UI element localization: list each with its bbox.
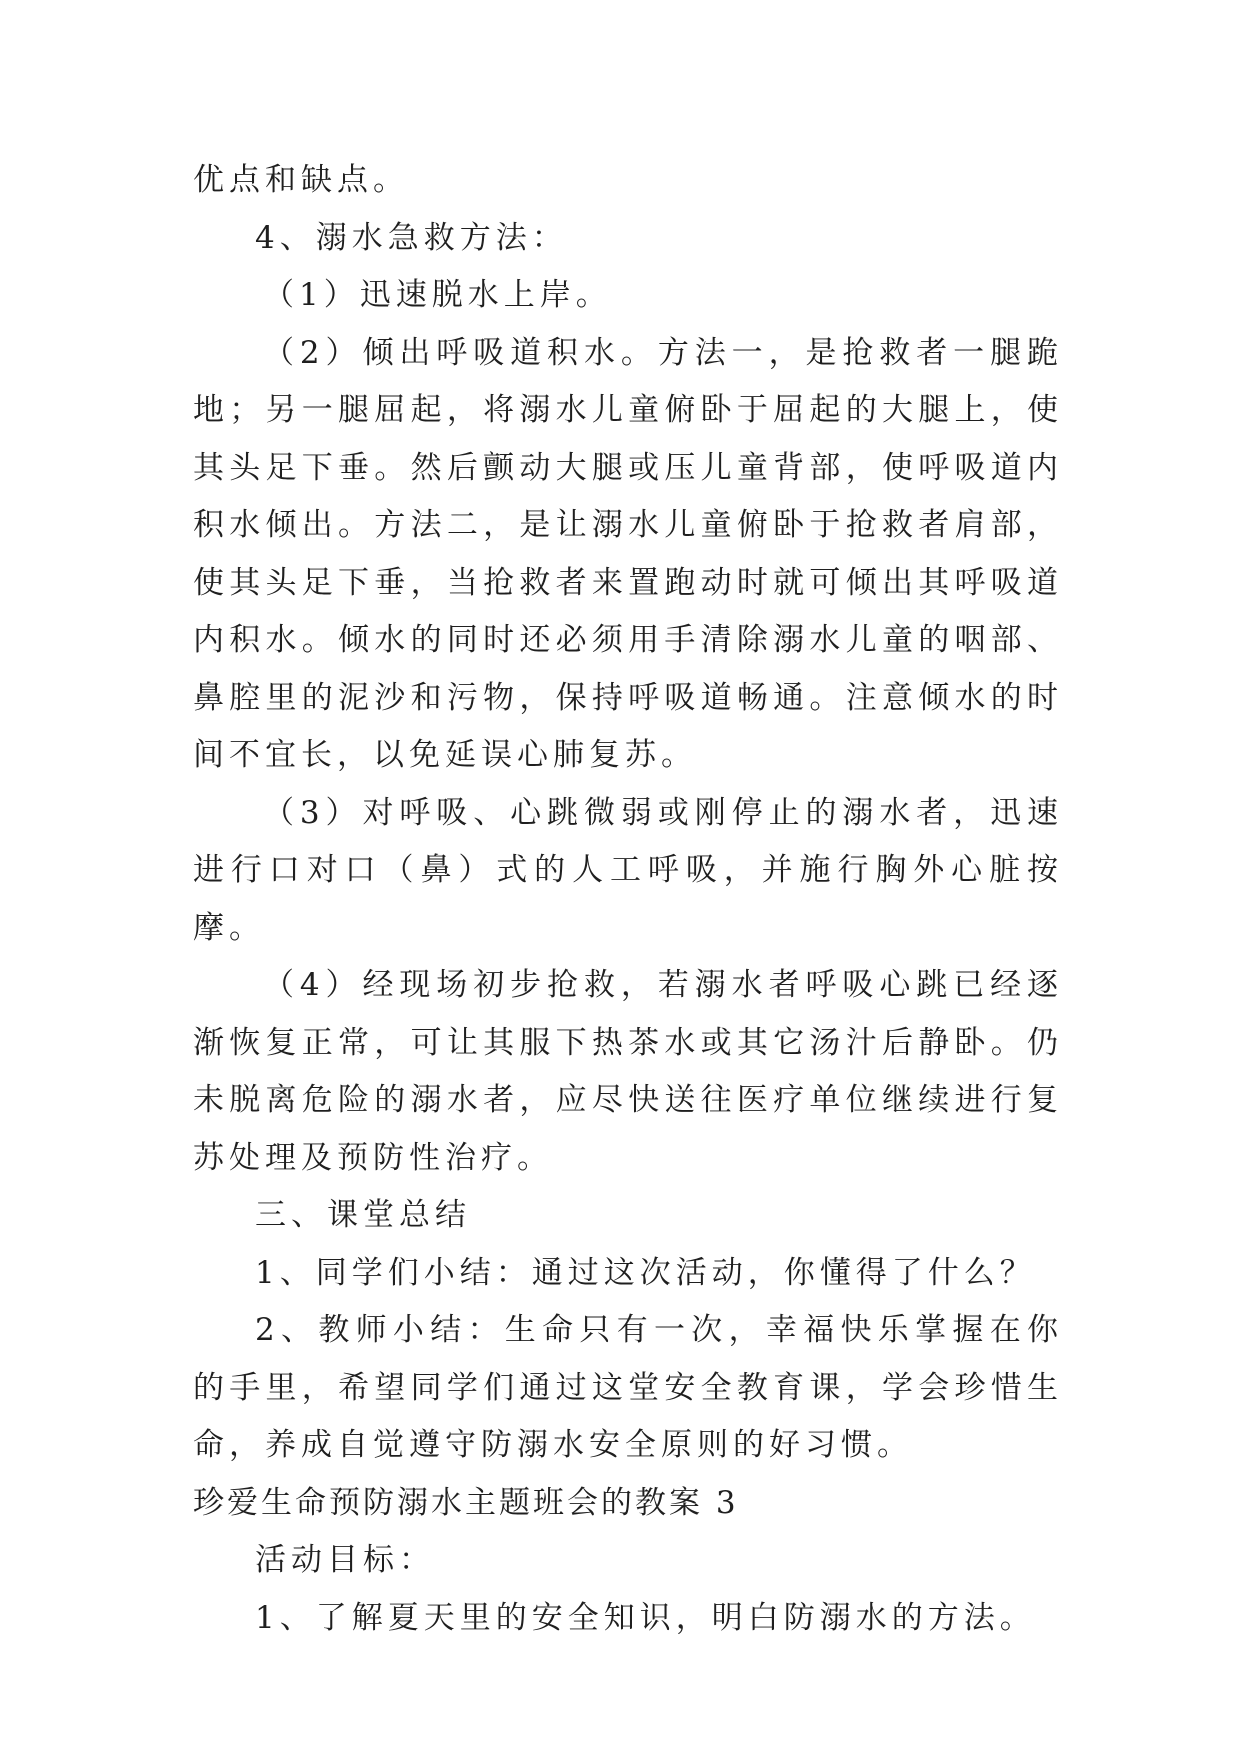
paragraph-rescue-step-1: （1）迅速脱水上岸。 xyxy=(263,277,612,313)
paragraph-class-summary-heading: 三、课堂总结 xyxy=(255,1197,471,1233)
paragraph-student-summary: 1、同学们小结：通过这次活动，你懂得了什么？ xyxy=(255,1254,1036,1291)
paragraph-rescue-methods-heading: 4、溺水急救方法： xyxy=(255,219,568,256)
paragraph-activity-goal-1: 1、了解夏天里的安全知识，明白防溺水的方法。 xyxy=(255,1599,1036,1636)
paragraph-activity-goals-heading: 活动目标： xyxy=(255,1542,435,1578)
document-body xyxy=(193,152,1063,1647)
section-title-lesson-plan-3: 珍爱生命预防溺水主题班会的教案 3 xyxy=(193,1484,739,1521)
paragraph-teacher-summary: 2、教师小结：生命只有一次，幸福快乐掌握在你的手里，希望同学们通过这堂安全教育课，学会珍惜生命，养成自觉遵守防溺水安全原则的好习惯。 xyxy=(193,1312,1063,1463)
paragraph-rescue-step-4: （4）经现场初步抢救，若溺水者呼吸心跳已经逐渐恢复正常，可让其服下热茶水或其它汤汁后静卧。仍未脱离危险的溺水者，应尽快送往医疗单位继续进行复苏处理及预防性治疗。 xyxy=(193,967,1063,1176)
paragraph-rescue-step-2: （2）倾出呼吸道积水。方法一，是抢救者一腿跪地；另一腿屈起，将溺水儿童俯卧于屈起的大腿上，使其头足下垂。然后颤动大腿或压儿童背部，使呼吸道内积水倾出。方法二，是让溺水儿童俯卧于抢救者肩部，使其头足下垂，当抢救者来置跑动时就可倾出其呼吸道内积水。倾水的同时还必须用手清除溺水儿童的咽部、鼻腔里的泥沙和污物，保持呼吸道畅通。注意倾水的时间不宜长，以免延误心肺复苏。 xyxy=(193,334,1063,773)
paragraph-continuation: 优点和缺点。 xyxy=(193,162,409,198)
paragraph-rescue-step-3: （3）对呼吸、心跳微弱或刚停止的溺水者，迅速进行口对口（鼻）式的人工呼吸，并施行胸外心脏按摩。 xyxy=(193,794,1063,946)
